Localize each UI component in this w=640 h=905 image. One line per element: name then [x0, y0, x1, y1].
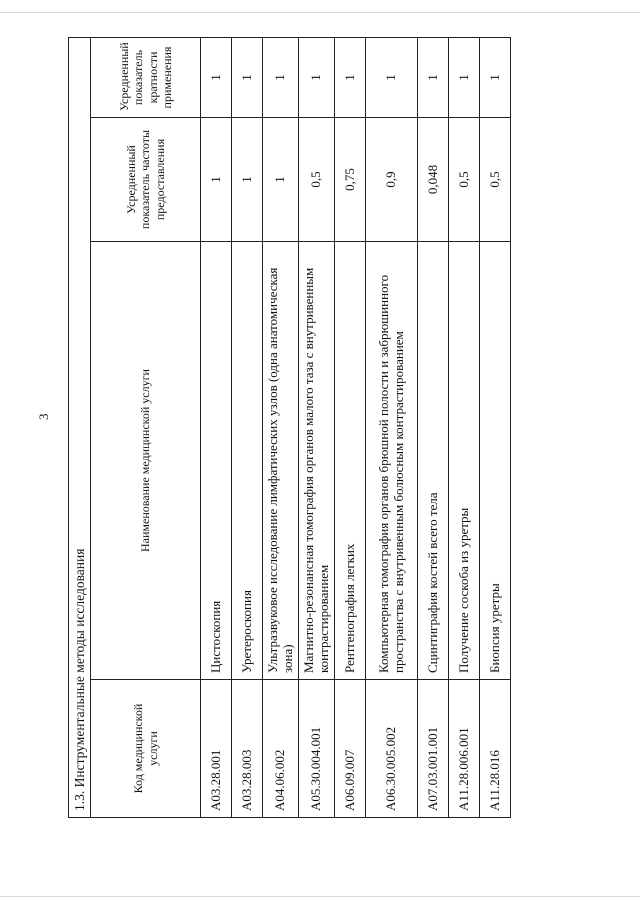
service-name: Магнитно-резонансная томография органов малого таза с внутривенным контрастированием	[299, 242, 335, 680]
table-row	[232, 37, 263, 817]
multiplicity-value: 1	[449, 37, 480, 117]
frequency-value: 1	[201, 118, 232, 242]
service-name: Сцинтиграфия костей всего тела	[418, 242, 449, 680]
service-name: Компьютерная томография органов брюшной полости и забрюшинного пространства с внутривенным болюсным контрастированием	[366, 242, 418, 680]
service-code: A06.30.005.002	[366, 680, 418, 818]
service-name: Уретероскопия	[232, 242, 263, 680]
scan-edge-bottom	[0, 896, 640, 897]
frequency-value: 0,5	[299, 118, 335, 242]
table-row	[480, 37, 511, 817]
frequency-value: 1	[232, 118, 263, 242]
table-row	[335, 37, 366, 817]
service-code: A06.09.007	[335, 680, 366, 818]
frequency-value: 1	[263, 118, 299, 242]
frequency-value: 0,048	[418, 118, 449, 242]
table-row	[201, 37, 232, 817]
service-code: A05.30.004.001	[299, 680, 335, 818]
frequency-value: 0,9	[366, 118, 418, 242]
header-row	[91, 37, 201, 817]
frequency-value: 0,5	[449, 118, 480, 242]
column-header-code: Код медицинской услуги	[91, 680, 201, 818]
service-name: Биопсия уретры	[480, 242, 511, 680]
frequency-value: 0,5	[480, 118, 511, 242]
service-name: Рентгенография легких	[335, 242, 366, 680]
service-name: Ультразвуковое исследование лимфатических узлов (одна анатомическая зона)	[263, 242, 299, 680]
service-code: A11.28.006.001	[449, 680, 480, 818]
service-code: A03.28.001	[201, 680, 232, 818]
table-row	[263, 37, 299, 817]
service-name: Цистоскопия	[201, 242, 232, 680]
section-title-row	[69, 37, 91, 817]
column-header-frequency: Усредненный показатель частоты предоставления	[91, 118, 201, 242]
services-table	[68, 37, 511, 818]
multiplicity-value: 1	[335, 37, 366, 117]
table-row	[299, 37, 335, 817]
multiplicity-value: 1	[201, 37, 232, 117]
column-header-name: Наименование медицинской услуги	[91, 242, 201, 680]
rotated-table-container	[68, 38, 502, 818]
multiplicity-value: 1	[299, 37, 335, 117]
multiplicity-value: 1	[418, 37, 449, 117]
service-code: A11.28.016	[480, 680, 511, 818]
frequency-value: 0,75	[335, 118, 366, 242]
multiplicity-value: 1	[263, 37, 299, 117]
section-title: 1.3. Инструментальные методы исследования	[69, 37, 91, 817]
service-name: Получение соскоба из уретры	[449, 242, 480, 680]
column-header-multiplicity: Усредненный показатель кратности применения	[91, 37, 201, 117]
table-row	[366, 37, 418, 817]
service-code: A07.03.001.001	[418, 680, 449, 818]
page-number: 3	[36, 413, 51, 420]
service-code: A04.06.002	[263, 680, 299, 818]
multiplicity-value: 1	[232, 37, 263, 117]
multiplicity-value: 1	[366, 37, 418, 117]
multiplicity-value: 1	[480, 37, 511, 117]
table-row	[418, 37, 449, 817]
scan-edge-top	[0, 12, 640, 13]
table-row	[449, 37, 480, 817]
service-code: A03.28.003	[232, 680, 263, 818]
